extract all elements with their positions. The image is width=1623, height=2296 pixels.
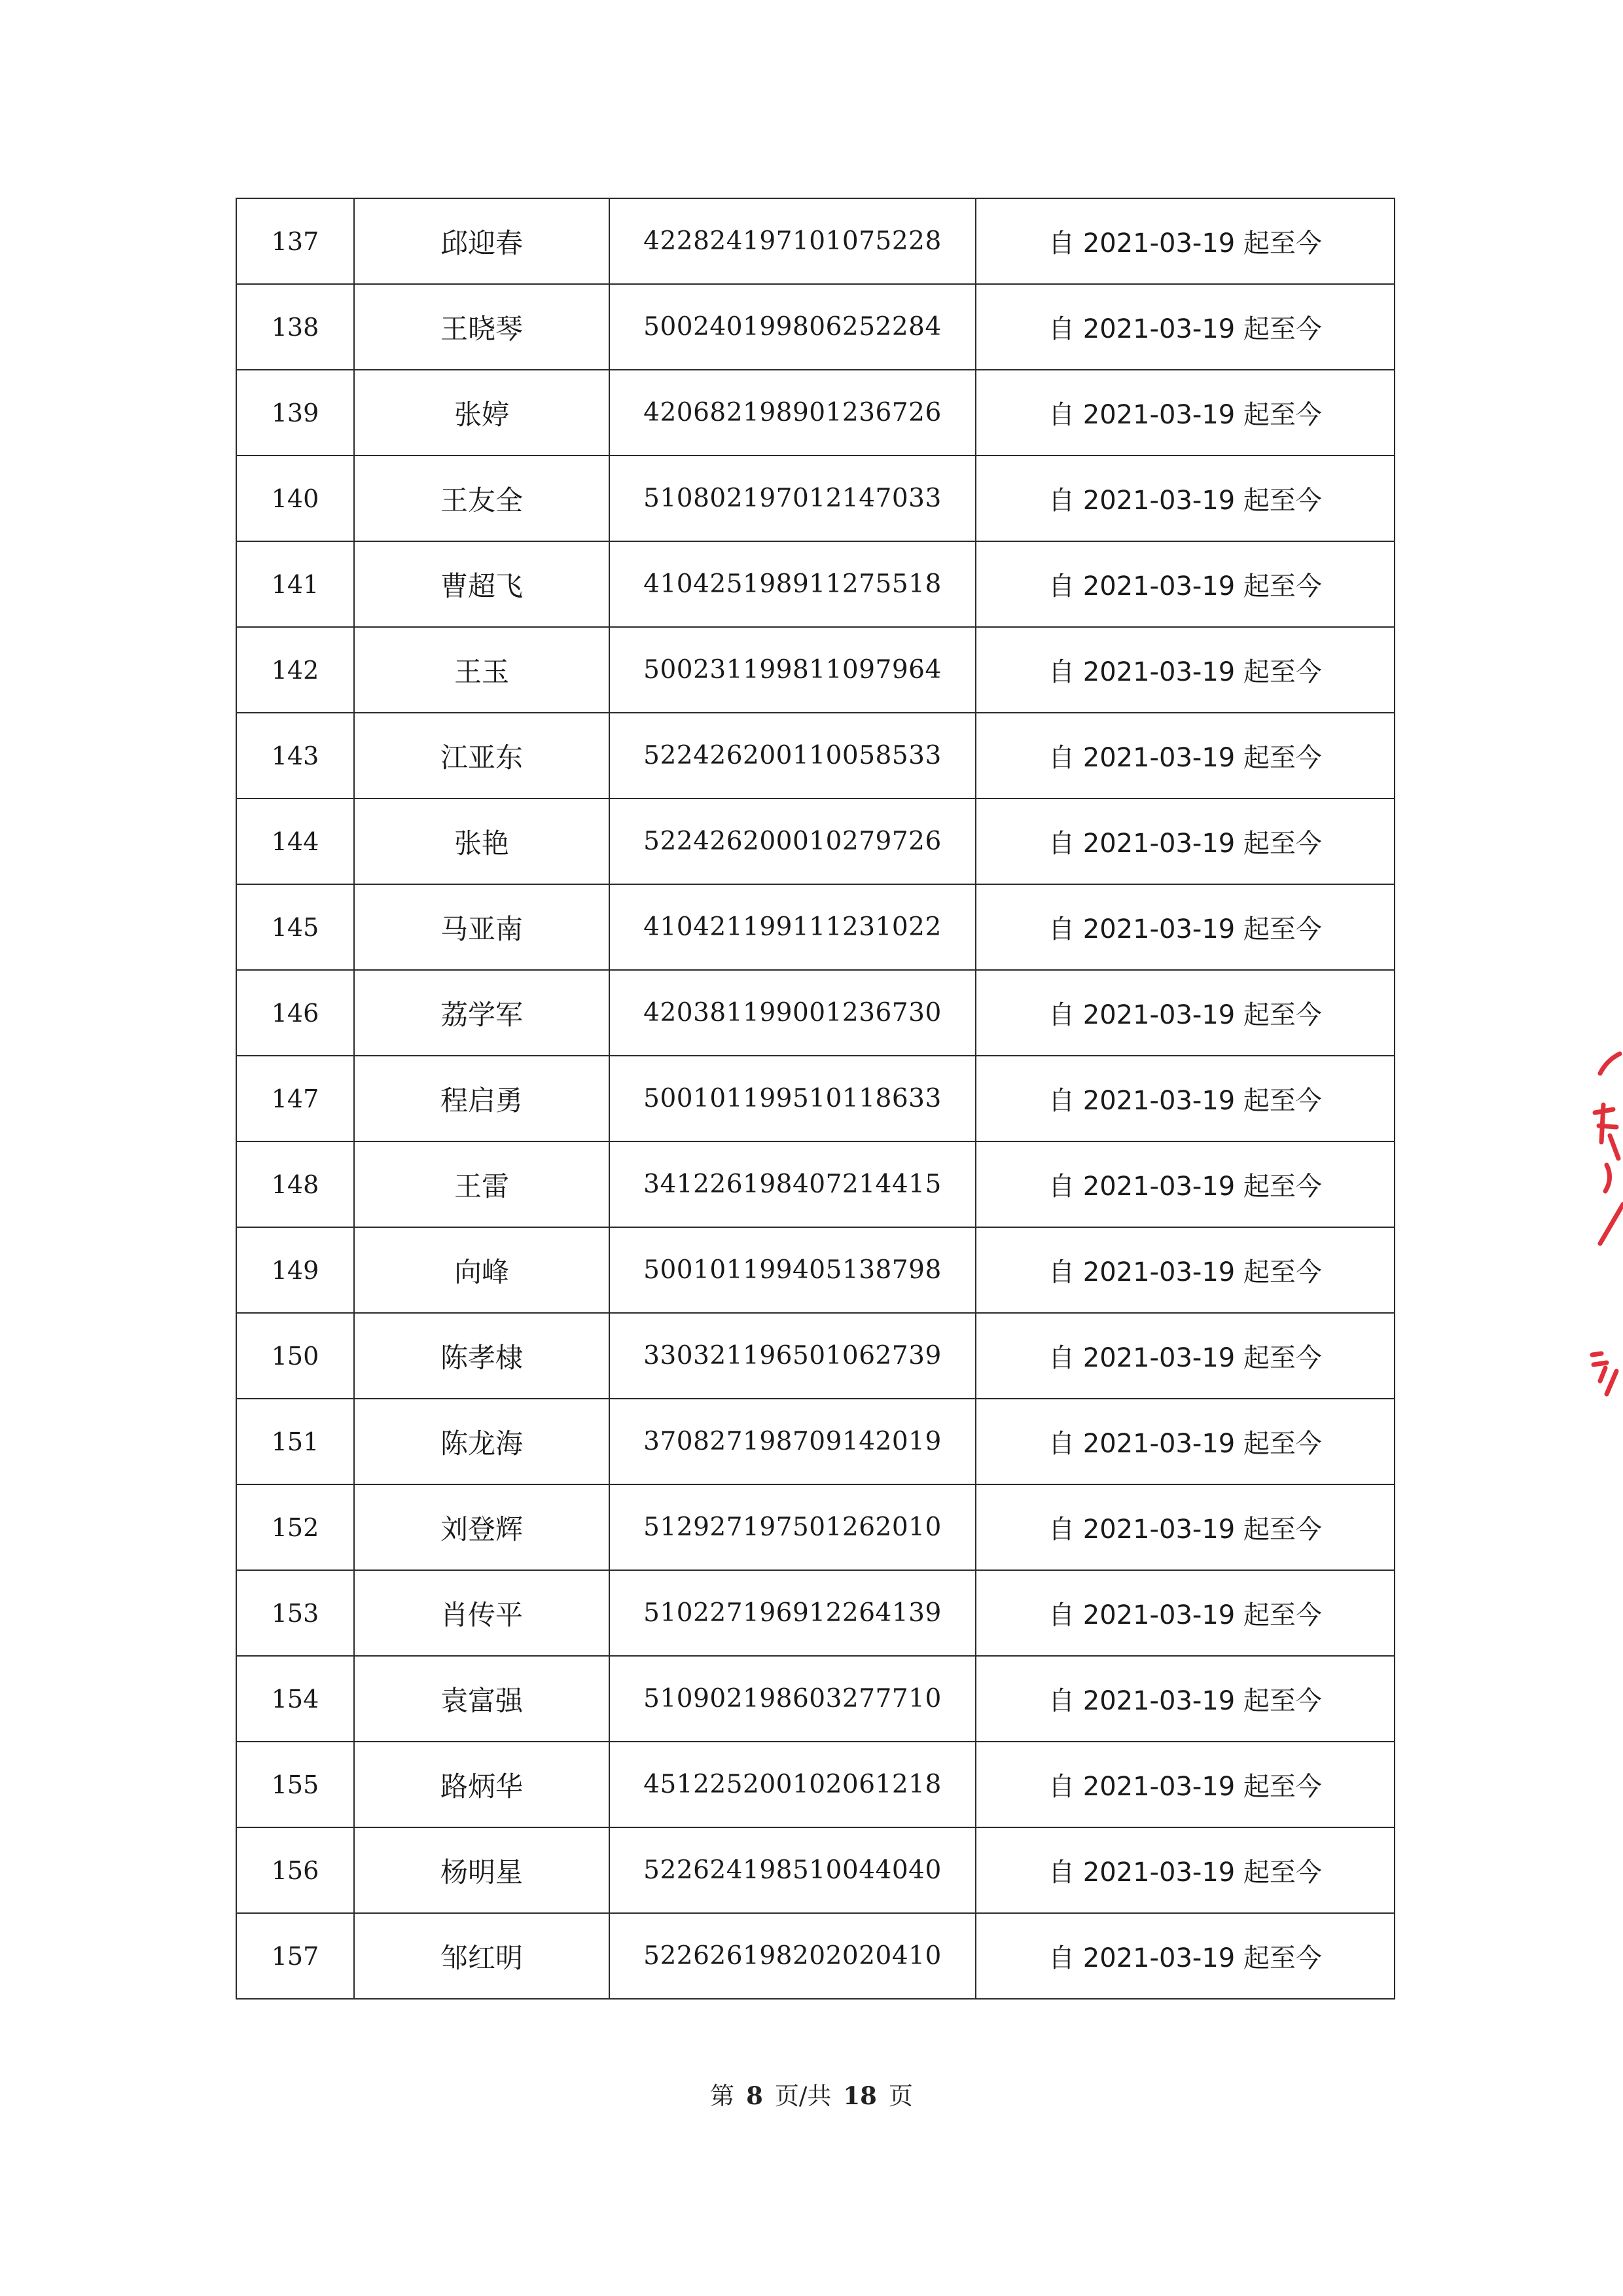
table-row [236,370,1395,456]
date-period: 自 2021-03-19 起至今 [976,1827,1395,1913]
person-name: 刘登辉 [354,1484,609,1570]
row-number: 149 [236,1227,354,1313]
person-name: 荔学军 [354,970,609,1056]
person-name: 邱迎春 [354,198,609,284]
date-period: 自 2021-03-19 起至今 [976,1056,1395,1141]
person-name: 袁富强 [354,1656,609,1742]
table-row [236,1570,1395,1656]
id-number: 420682198901236726 [609,370,976,456]
person-name: 路炳华 [354,1742,609,1827]
row-number: 143 [236,713,354,798]
id-number: 451225200102061218 [609,1742,976,1827]
date-period: 自 2021-03-19 起至今 [976,627,1395,713]
row-number: 152 [236,1484,354,1570]
person-name: 江亚东 [354,713,609,798]
date-period: 自 2021-03-19 起至今 [976,713,1395,798]
table-row [236,1827,1395,1913]
person-name: 曹超飞 [354,541,609,627]
date-period: 自 2021-03-19 起至今 [976,284,1395,370]
row-number: 155 [236,1742,354,1827]
row-number: 150 [236,1313,354,1399]
roster-table [236,198,1395,2000]
row-number: 139 [236,370,354,456]
row-number: 153 [236,1570,354,1656]
person-name: 马亚南 [354,884,609,970]
id-number: 330321196501062739 [609,1313,976,1399]
table-row [236,456,1395,541]
table-row [236,1227,1395,1313]
table-row [236,1913,1395,1999]
date-period: 自 2021-03-19 起至今 [976,1484,1395,1570]
table-row [236,1484,1395,1570]
date-period: 自 2021-03-19 起至今 [976,541,1395,627]
table-row [236,798,1395,884]
row-number: 144 [236,798,354,884]
date-period: 自 2021-03-19 起至今 [976,970,1395,1056]
date-period: 自 2021-03-19 起至今 [976,370,1395,456]
seal-glyph-stroke-2 [1605,1165,1610,1191]
table-row [236,1313,1395,1399]
date-period: 自 2021-03-19 起至今 [976,1313,1395,1399]
seal-arc-middle [1600,1204,1623,1244]
row-number: 156 [236,1827,354,1913]
person-name: 王玉 [354,627,609,713]
date-period: 自 2021-03-19 起至今 [976,1656,1395,1742]
row-number: 141 [236,541,354,627]
roster-table-body [236,198,1395,1999]
footer-middle: 页/共 [774,2082,832,2110]
seal-arc-top [1600,1054,1620,1073]
footer-suffix: 页 [888,2082,913,2110]
row-number: 138 [236,284,354,370]
person-name: 肖传平 [354,1570,609,1656]
date-period: 自 2021-03-19 起至今 [976,1742,1395,1827]
table-row [236,1656,1395,1742]
table-row [236,1141,1395,1227]
id-number: 510902198603277710 [609,1656,976,1742]
table-row [236,541,1395,627]
total-page-number: 18 [843,2081,877,2110]
person-name: 程启勇 [354,1056,609,1141]
seal-glyph-stroke-3 [1592,1354,1607,1365]
date-period: 自 2021-03-19 起至今 [976,798,1395,884]
table-row [236,627,1395,713]
table-row [236,284,1395,370]
table-row [236,1056,1395,1141]
footer-prefix: 第 [710,2082,735,2110]
table-row [236,198,1395,284]
row-number: 140 [236,456,354,541]
table-row [236,1399,1395,1484]
id-number: 341226198407214415 [609,1141,976,1227]
row-number: 157 [236,1913,354,1999]
person-name: 陈龙海 [354,1399,609,1484]
id-number: 522426200010279726 [609,798,976,884]
person-name: 王友全 [354,456,609,541]
row-number: 145 [236,884,354,970]
id-number: 522426200110058533 [609,713,976,798]
id-number: 500231199811097964 [609,627,976,713]
person-name: 邹红明 [354,1913,609,1999]
person-name: 王晓琴 [354,284,609,370]
id-number: 500101199405138798 [609,1227,976,1313]
seal-arc-bottom [1600,1368,1616,1394]
date-period: 自 2021-03-19 起至今 [976,1227,1395,1313]
date-period: 自 2021-03-19 起至今 [976,456,1395,541]
row-number: 147 [236,1056,354,1141]
date-period: 自 2021-03-19 起至今 [976,1141,1395,1227]
id-number: 522624198510044040 [609,1827,976,1913]
row-number: 142 [236,627,354,713]
id-number: 370827198709142019 [609,1399,976,1484]
date-period: 自 2021-03-19 起至今 [976,884,1395,970]
seal-glyph-stroke-1 [1595,1105,1618,1158]
id-number: 500101199510118633 [609,1056,976,1141]
person-name: 张婷 [354,370,609,456]
id-number: 422824197101075228 [609,198,976,284]
person-name: 陈孝棣 [354,1313,609,1399]
person-name: 王雷 [354,1141,609,1227]
id-number: 510227196912264139 [609,1570,976,1656]
table-row [236,970,1395,1056]
table-row [236,713,1395,798]
date-period: 自 2021-03-19 起至今 [976,1913,1395,1999]
row-number: 151 [236,1399,354,1484]
row-number: 137 [236,198,354,284]
id-number: 512927197501262010 [609,1484,976,1570]
id-number: 510802197012147033 [609,456,976,541]
id-number: 410425198911275518 [609,541,976,627]
person-name: 张艳 [354,798,609,884]
date-period: 自 2021-03-19 起至今 [976,198,1395,284]
id-number: 522626198202020410 [609,1913,976,1999]
official-seal-fragment [1587,1028,1623,1420]
id-number: 410421199111231022 [609,884,976,970]
table-row [236,1742,1395,1827]
date-period: 自 2021-03-19 起至今 [976,1570,1395,1656]
current-page-number: 8 [746,2081,763,2110]
id-number: 500240199806252284 [609,284,976,370]
person-name: 杨明星 [354,1827,609,1913]
row-number: 148 [236,1141,354,1227]
row-number: 154 [236,1656,354,1742]
person-name: 向峰 [354,1227,609,1313]
row-number: 146 [236,970,354,1056]
page-footer [0,2076,1623,2111]
date-period: 自 2021-03-19 起至今 [976,1399,1395,1484]
id-number: 420381199001236730 [609,970,976,1056]
table-row [236,884,1395,970]
